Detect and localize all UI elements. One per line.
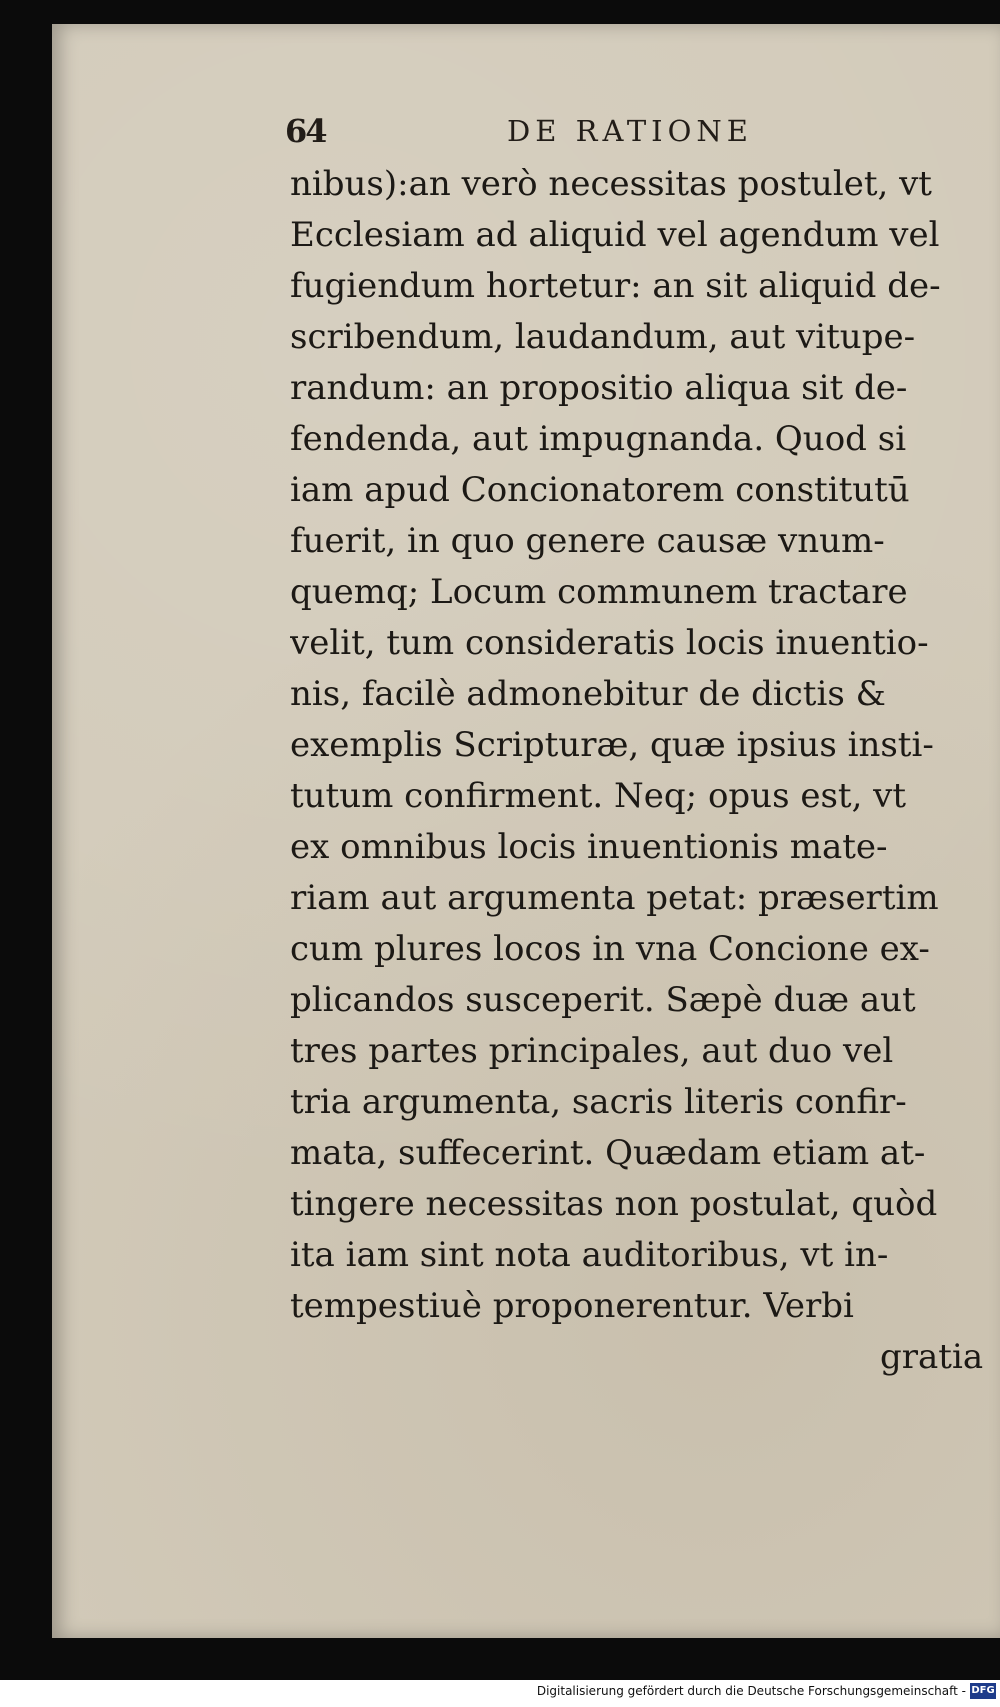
text-line: fugiendum hortetur: an sit aliquid de- <box>290 266 941 306</box>
text-line: tempestiuè proponerentur. Verbi <box>290 1286 854 1326</box>
text-line: fuerit, in quo genere causæ vnum- <box>290 521 885 561</box>
text-line: ex omnibus locis inuentionis mate- <box>290 827 888 867</box>
text-line: exemplis Scripturæ, quæ ipsius insti- <box>290 725 934 765</box>
text-line: mata, suffecerint. Quædam etiam at- <box>290 1133 926 1173</box>
text-line: randum: an propositio aliqua sit de- <box>290 368 908 408</box>
text-line: nibus):an verò necessitas postulet, vt <box>290 164 932 204</box>
text-line: iam apud Concionatorem constitutū <box>290 470 910 510</box>
text-line: velit, tum consideratis locis inuentio- <box>290 623 929 663</box>
footer <box>0 1680 1000 1707</box>
text-line: cum plures locos in vna Concione ex- <box>290 929 930 969</box>
running-head: DE RATIONE <box>507 114 753 148</box>
text-line: Ecclesiam ad aliquid vel agendum vel <box>290 215 940 255</box>
text-line: quemq; Locum communem tractare <box>290 572 908 612</box>
text-line: fendenda, aut impugnanda. Quod si <box>290 419 907 459</box>
text-line: nis, facilè admonebitur de dictis & <box>290 674 886 714</box>
text-line: tria argumenta, sacris literis confir- <box>290 1082 907 1122</box>
text-line: scribendum, laudandum, aut vitupe- <box>290 317 916 357</box>
text-line: plicandos susceperit. Sæpè duæ aut <box>290 980 916 1020</box>
page-header <box>285 112 1000 162</box>
catchword: gratia <box>880 1337 984 1377</box>
page-number: 64 <box>285 112 326 150</box>
footer-credit: Digitalisierung gefördert durch die Deutsche Forschungsgemeinschaft - <box>536 1684 966 1698</box>
text-line: ita iam sint nota auditoribus, vt in- <box>290 1235 889 1275</box>
body-text <box>290 160 1000 1400</box>
text-line: tutum confirment. Neq; opus est, vt <box>290 776 907 816</box>
text-line: riam aut argumenta petat: præsertim <box>290 878 939 918</box>
dfg-logo: DFG <box>970 1683 996 1699</box>
text-line: tingere necessitas non postulat, quòd <box>290 1184 938 1224</box>
text-line: tres partes principales, aut duo vel <box>290 1031 894 1071</box>
